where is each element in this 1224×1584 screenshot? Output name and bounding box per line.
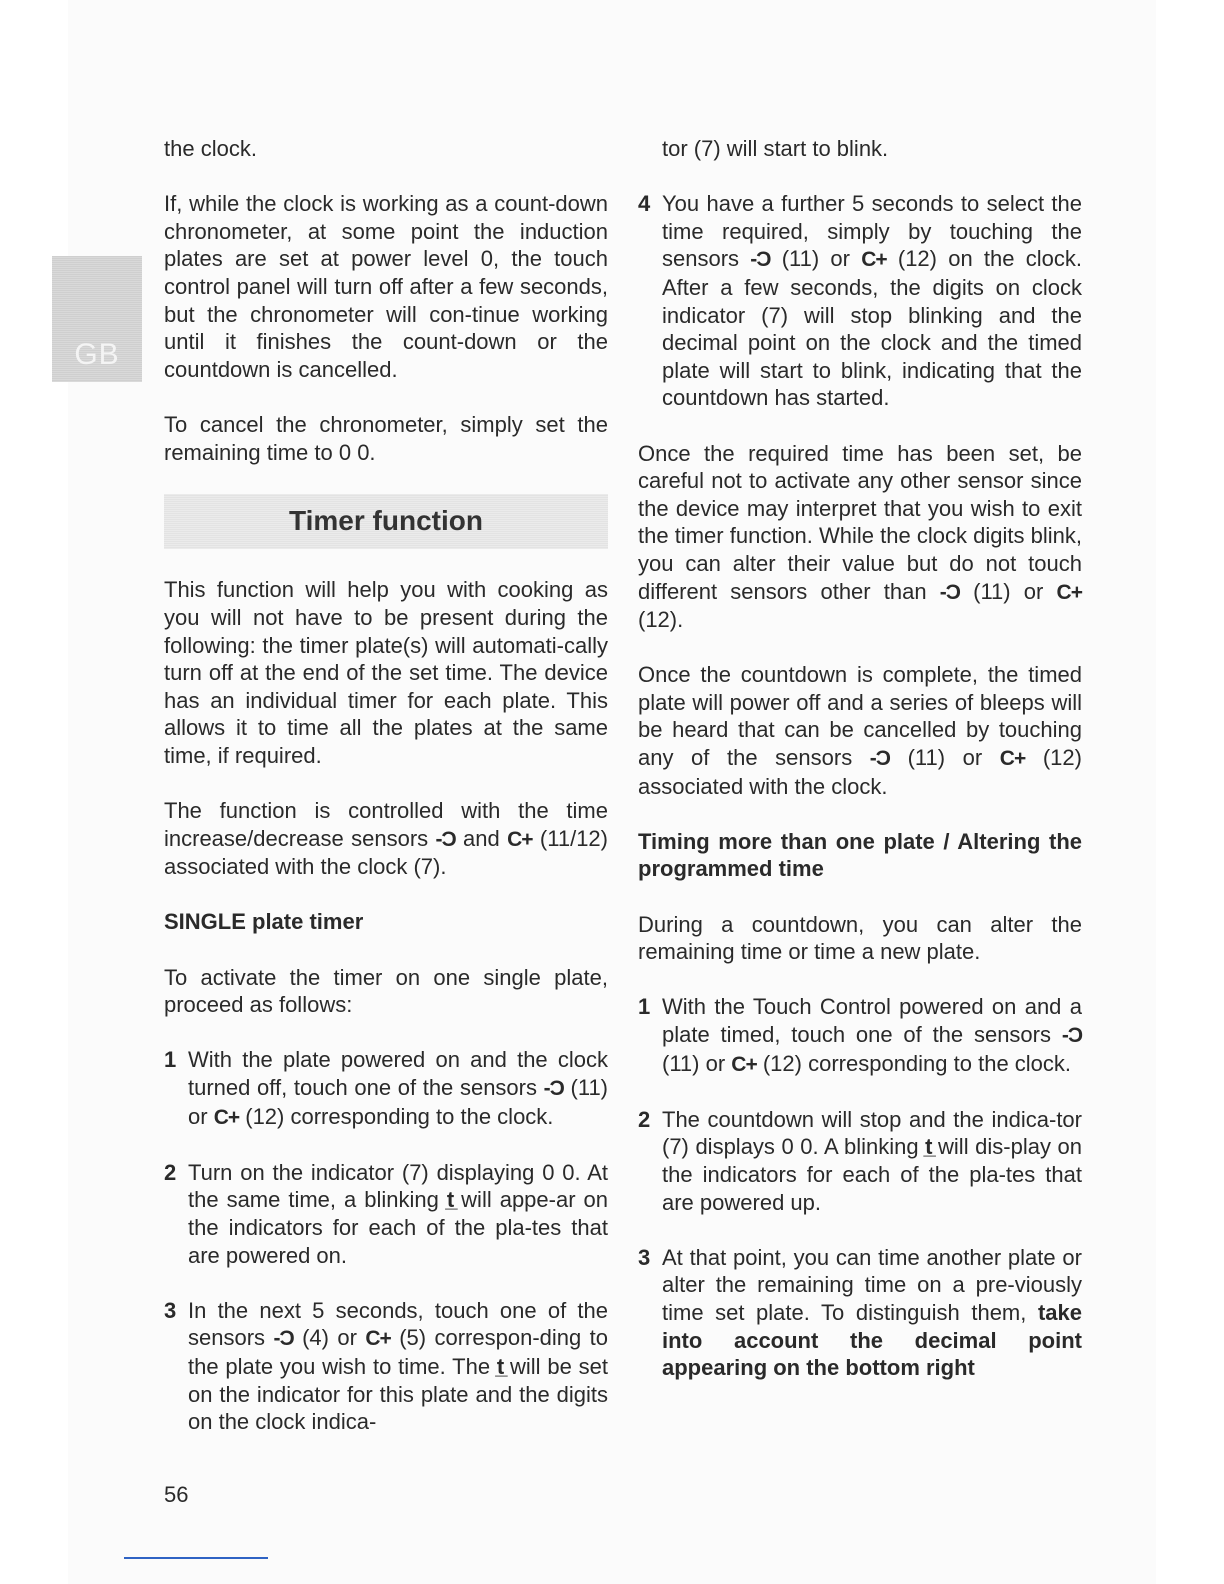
timer-symbol-icon: t̲ [925, 1134, 932, 1160]
text: (11) or [781, 246, 850, 272]
step-number: 1 [638, 994, 651, 1020]
paragraph: During a countdown, you can alter the remaining time or time a new plate. [638, 911, 1082, 965]
text: (4) or [302, 1325, 357, 1351]
language-tab-label: GB [74, 338, 120, 371]
text: (12) on the clock. After a few seconds, the digits on clock indicator (7) will stop blinking and the decimal point on the clock and the timed plate will start to blink, indicating that the countdown has started. [662, 246, 1082, 411]
subheading: SINGLE plate timer [164, 909, 364, 935]
text: will appe-ar on the indicators for each of the pla-tes that are powered on. [188, 1187, 608, 1268]
plus-sensor-icon: C+ [861, 248, 887, 272]
subheading: Timing more than one plate / Altering the programmed time [638, 828, 1082, 882]
text: The countdown will stop and the indica-tor (7) displays 0 0. A blinking [662, 1106, 1082, 1160]
step-item [164, 1297, 608, 1436]
text: (11/12) associated with the clock (7). [164, 825, 608, 880]
text: Turn on the indicator (7) displaying 0 0. At the same time, a blinking [188, 1159, 608, 1213]
paragraph: tor (7) will start to blink. [662, 136, 889, 161]
plus-sensor-icon: C+ [365, 1327, 391, 1351]
right-column [638, 135, 1082, 1382]
text: Once the required time has been set, be careful not to activate any other sensor since the device may interpret that you wish to exit the timer function. While the clock digits blink, you can alter their value but do not touch different sensors other than [638, 440, 1082, 604]
plus-sensor-icon: C+ [999, 747, 1026, 771]
text: will dis-play on the indicators for each of the pla-tes that are powered up. [662, 1134, 1082, 1215]
bottom-rule [124, 1557, 268, 1559]
paragraph [638, 440, 1082, 634]
paragraph: To cancel the chronometer, simply set the remaining time to 0 0. [164, 411, 608, 465]
text: You have a further 5 seconds to select the time required, simply by touching the sensors [662, 191, 1082, 272]
text: At that point, you can time another plate or alter the remaining time on a pre-viously time set plate. To distinguish them, [662, 1244, 1082, 1325]
paragraph: To activate the timer on one single plate, proceed as follows: [164, 964, 608, 1018]
text: (11) or [973, 578, 1044, 604]
step-item [164, 1046, 608, 1131]
paragraph [638, 661, 1082, 800]
step-number: 3 [638, 1244, 651, 1270]
text: (5) correspon-ding to the plate you wish to time. The [188, 1325, 609, 1379]
bold-text: take into account the decimal point appearing on the bottom right [662, 1299, 1082, 1381]
text: The function is controlled with the time increase/decrease sensors [164, 798, 608, 851]
paragraph: This function will help you with cooking as you will not have to be present during the following: the timer plate(s) will automati-cally turn off at the end of the set time. The device has an individual timer for each plate. This allows it to time all the plates at the same time, if required. [164, 577, 608, 768]
text: (12) corresponding to the clock. [762, 1050, 1072, 1076]
step-item [164, 1159, 608, 1269]
step-item [638, 993, 1082, 1078]
minus-sensor-icon: -Ͻ [939, 580, 960, 604]
text: With the plate powered on and the clock turned off, touch one of the sensors [188, 1047, 608, 1100]
minus-sensor-icon: -Ͻ [435, 827, 456, 851]
minus-sensor-icon: -Ͻ [1061, 1024, 1082, 1047]
text: (11) or [907, 745, 983, 771]
plus-sensor-icon: C+ [731, 1052, 757, 1076]
section-heading-text: Timer function [289, 505, 483, 537]
text: In the next 5 seconds, touch one of the sensors [188, 1297, 608, 1351]
timer-symbol-icon: t̲ [446, 1187, 454, 1213]
minus-sensor-icon: -Ͻ [543, 1077, 564, 1100]
text: (12) corresponding to the clock. [245, 1103, 554, 1129]
step-item [638, 1106, 1082, 1216]
page-number: 56 [164, 1482, 189, 1507]
minus-sensor-icon: -Ͻ [869, 747, 890, 771]
step-number: 4 [638, 191, 651, 217]
minus-sensor-icon: -Ͻ [273, 1327, 294, 1351]
text: (12) associated with the clock. [638, 745, 1082, 799]
step-number: 2 [638, 1106, 651, 1132]
plus-sensor-icon: C+ [1056, 580, 1082, 604]
left-column [164, 135, 608, 1436]
language-tab [52, 256, 142, 382]
text: Once the countdown is complete, the timed plate will power off and a series of bleeps will be heard that can be cancelled by touching any of the sensors [638, 662, 1082, 771]
text: and [463, 825, 500, 851]
paragraph: If, while the clock is working as a count-down chronometer, at some point the induction plates are set at power level 0, the touch control panel will turn off after a few seconds, but the chronometer will con-tinue working until it finishes the count-down or the countdown is cancelled. [164, 191, 608, 382]
text: will be set on the indicator for this plate and the digits on the clock indica- [188, 1353, 608, 1435]
step-number: 2 [164, 1159, 177, 1185]
text: (12). [638, 607, 684, 633]
text: (11) or [662, 1050, 726, 1076]
step-item [638, 1244, 1082, 1382]
text: With the Touch Control powered on and a plate timed, touch one of the sensors [662, 994, 1082, 1047]
step-number: 3 [164, 1297, 177, 1323]
step-number: 1 [164, 1047, 177, 1073]
plus-sensor-icon: C+ [507, 827, 533, 851]
paragraph [164, 797, 608, 881]
text: (11) or [188, 1075, 609, 1129]
minus-sensor-icon: -Ͻ [750, 248, 771, 272]
paragraph: the clock. [164, 136, 257, 161]
timer-symbol-icon: t̲ [496, 1353, 504, 1379]
section-heading [164, 494, 608, 549]
plus-sensor-icon: C+ [213, 1105, 240, 1129]
step-item [638, 190, 1082, 412]
